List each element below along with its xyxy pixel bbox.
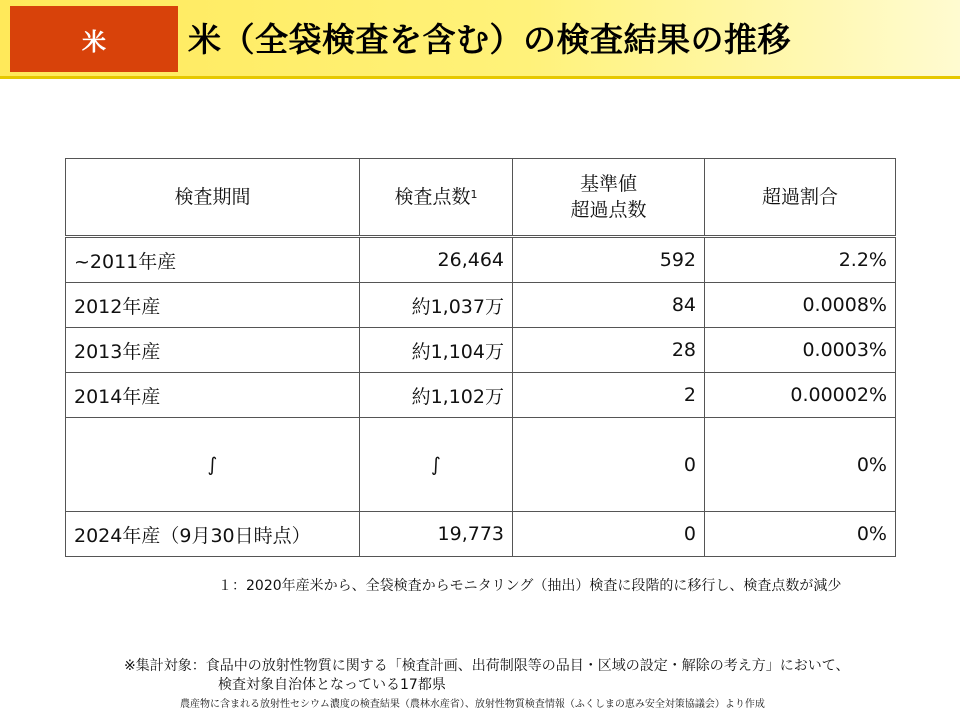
header-bar	[0, 0, 960, 76]
cell-period: 2013年産	[66, 328, 360, 373]
cell-ratio: 2.2%	[705, 237, 896, 283]
footnote: １：2020年産米から、全袋検査からモニタリング（抽出）検査に段階的に移行し、検査点数が減少	[218, 578, 842, 594]
table-header-row	[66, 159, 896, 237]
cell-ratio: 0%	[705, 418, 896, 512]
cell-exceed: 0	[513, 512, 705, 557]
header-period: 検査期間	[66, 159, 360, 237]
table-row	[66, 283, 896, 328]
cell-count: 約1,104万	[360, 328, 513, 373]
table-row-continuation	[66, 418, 896, 512]
table-row	[66, 328, 896, 373]
cell-count: 19,773	[360, 512, 513, 557]
cell-count: 26,464	[360, 237, 513, 283]
cell-exceed: 84	[513, 283, 705, 328]
cell-period: 2024年産（9月30日時点）	[66, 512, 360, 557]
cell-period: ~2011年産	[66, 237, 360, 283]
table-row	[66, 512, 896, 557]
cell-count: 約1,037万	[360, 283, 513, 328]
category-tag: 米	[10, 6, 178, 72]
table-row	[66, 237, 896, 283]
header-divider	[0, 76, 960, 79]
cell-ratio: 0.0003%	[705, 328, 896, 373]
table-row	[66, 373, 896, 418]
cell-exceed: 28	[513, 328, 705, 373]
header-exceed-line2: 超過点数	[570, 199, 647, 221]
scope-note	[124, 657, 849, 695]
header-ratio: 超過割合	[705, 159, 896, 237]
cell-exceed: 2	[513, 373, 705, 418]
header-exceed-line1: 基準値	[579, 173, 637, 195]
header-count	[360, 159, 513, 237]
footnote-marker: 1	[470, 188, 478, 201]
scope-note-line2: 検査対象自治体となっている17都県	[218, 677, 446, 693]
source-citation: 農産物に含まれる放射性セシウム濃度の検査結果（農林水産省）、放射性物質検査情報（ふくしまの恵み安全対策協議会）より作成	[180, 699, 765, 710]
page-title: 米（全袋検査を含む）の検査結果の推移	[188, 20, 791, 59]
results-table	[65, 158, 896, 557]
cell-period-continuation: ∫	[66, 418, 360, 512]
header-count-label: 検査点数	[394, 186, 471, 208]
cell-exceed: 592	[513, 237, 705, 283]
cell-ratio: 0.0008%	[705, 283, 896, 328]
cell-period: 2012年産	[66, 283, 360, 328]
cell-ratio: 0%	[705, 512, 896, 557]
scope-note-line1: ※集計対象：食品中の放射性物質に関する「検査計画、出荷制限等の品目・区域の設定・解除の考え方」において、	[124, 658, 850, 674]
cell-period: 2014年産	[66, 373, 360, 418]
cell-ratio: 0.00002%	[705, 373, 896, 418]
cell-count-continuation: ∫	[360, 418, 513, 512]
cell-count: 約1,102万	[360, 373, 513, 418]
header-exceed	[513, 159, 705, 237]
cell-exceed: 0	[513, 418, 705, 512]
